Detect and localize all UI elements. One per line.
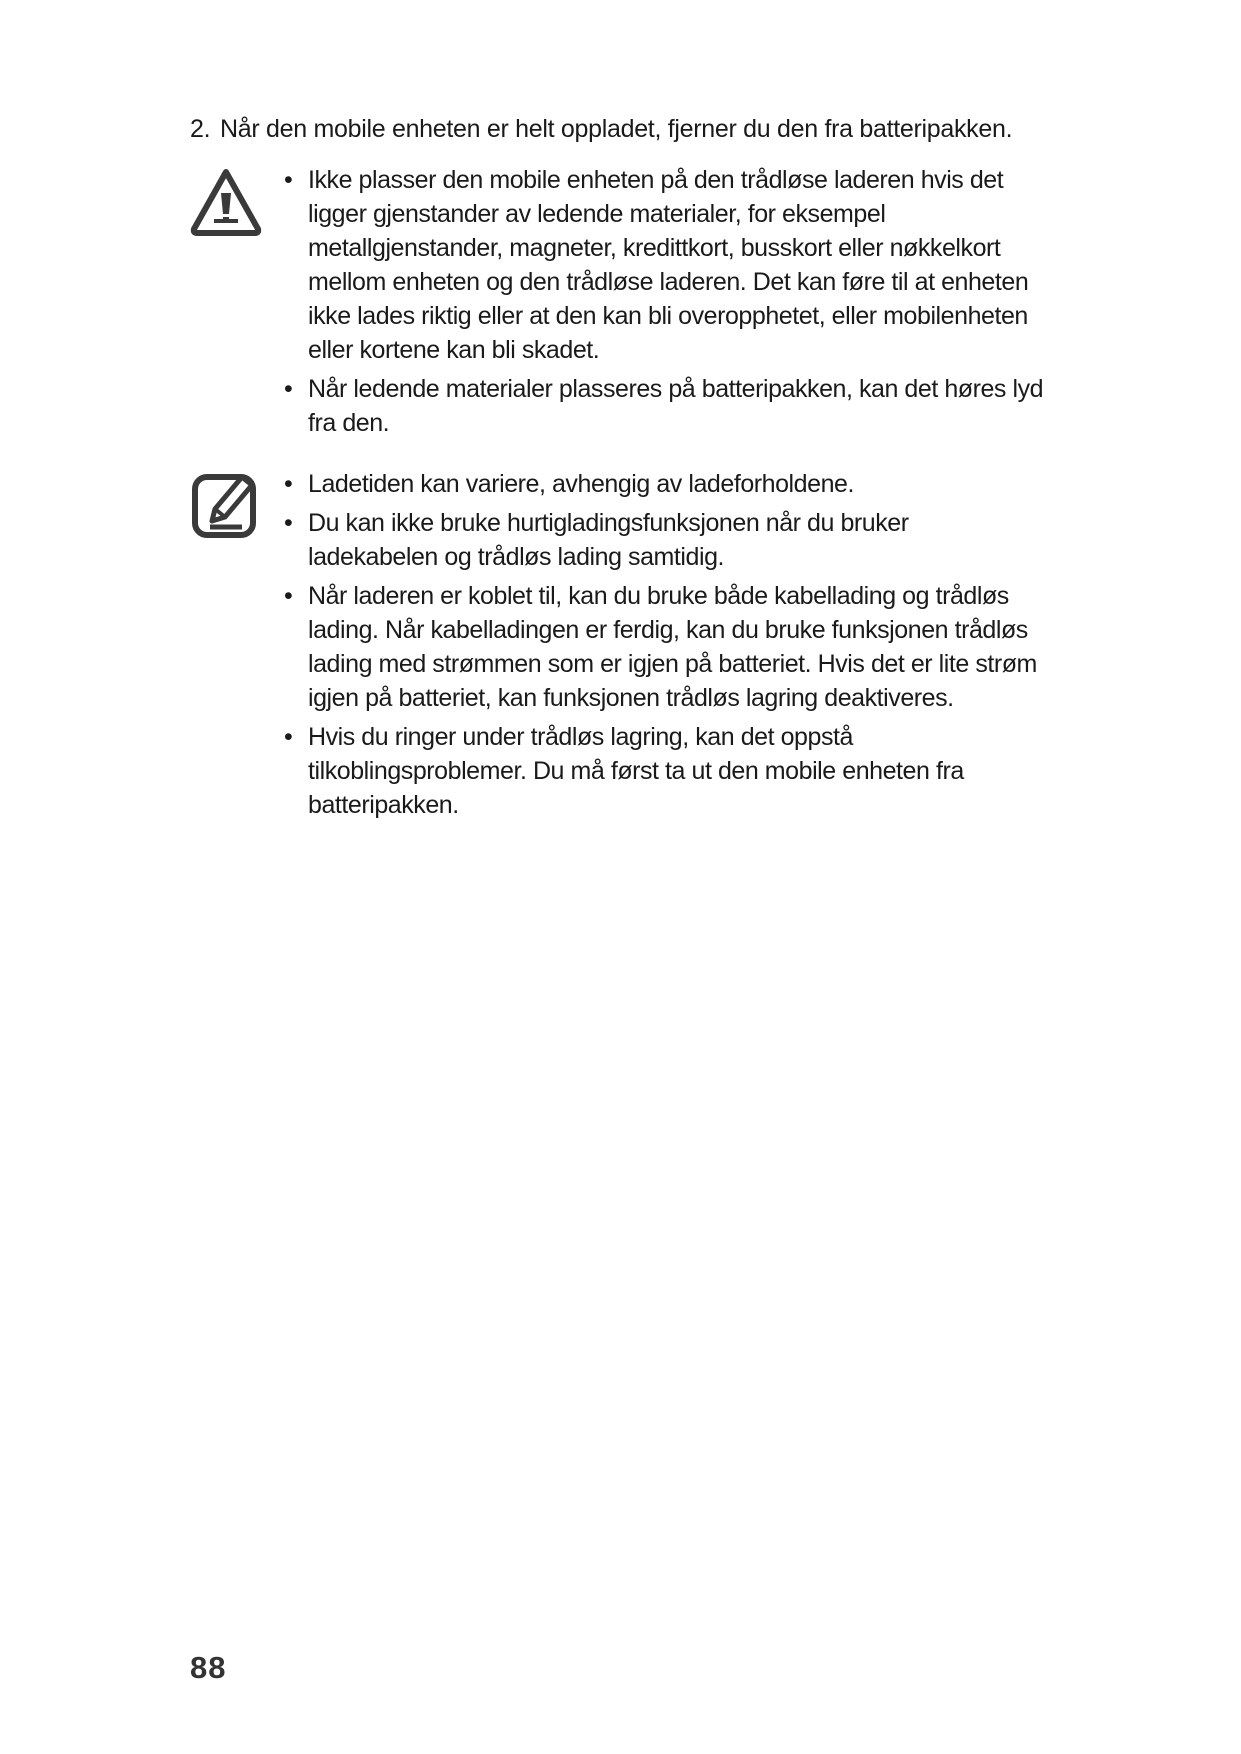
bullet: • [284,375,293,403]
note-list [284,467,1044,827]
list-item [284,506,1044,574]
note-item-text: Hvis du ringer under trådløs lagring, kan det oppstå tilkoblingsproblemer. Du må først ta ut den mobile enheten fra batteripakken. [308,723,964,819]
page-number: 88 [190,1650,227,1685]
warning-triangle-icon [190,167,262,239]
warning-item-text: Ikke plasser den mobile enheten på den trådløse laderen hvis det ligger gjenstander av ledende materialer, for eksempel metallgjenstander, magneter, kredittkort, busskort eller nøkkelkort mellom enheten og den trådløse laderen. Det kan føre til at enheten ikke lades riktig eller at den kan bli overopphetet, eller mobilenheten eller kortene kan bli skadet. [308,166,1029,364]
bullet: • [284,166,293,194]
bullet: • [284,582,293,610]
step-text: Når den mobile enheten er helt oppladet, fjerner du den fra batteripakken. [220,115,1013,143]
step-instruction [190,114,1090,144]
list-item [284,372,1044,440]
note-item-text: Når laderen er koblet til, kan du bruke både kabellading og trådløs lading. Når kabelladingen er ferdig, kan du bruke funksjonen trådløs lading med strømmen som er igjen på batteriet. Hvis det er lite strøm igjen på batteriet, kan funksjonen trådløs lagring deaktiveres. [308,582,1037,712]
bullet: • [284,470,293,498]
list-item [284,163,1044,367]
note-item-text: Du kan ikke bruke hurtigladingsfunksjonen når du bruker ladekabelen og trådløs lading samtidig. [308,509,909,571]
warning-item-text: Når ledende materialer plasseres på batteripakken, kan det høres lyd fra den. [308,375,1044,437]
step-number: 2. [190,115,211,143]
bullet: • [284,723,293,751]
bullet: • [284,509,293,537]
note-pencil-icon [190,469,262,541]
note-item-text: Ladetiden kan variere, avhengig av ladeforholdene. [308,470,854,498]
warning-list [284,163,1044,445]
list-item [284,579,1044,715]
list-item [284,467,1044,501]
list-item [284,720,1044,822]
